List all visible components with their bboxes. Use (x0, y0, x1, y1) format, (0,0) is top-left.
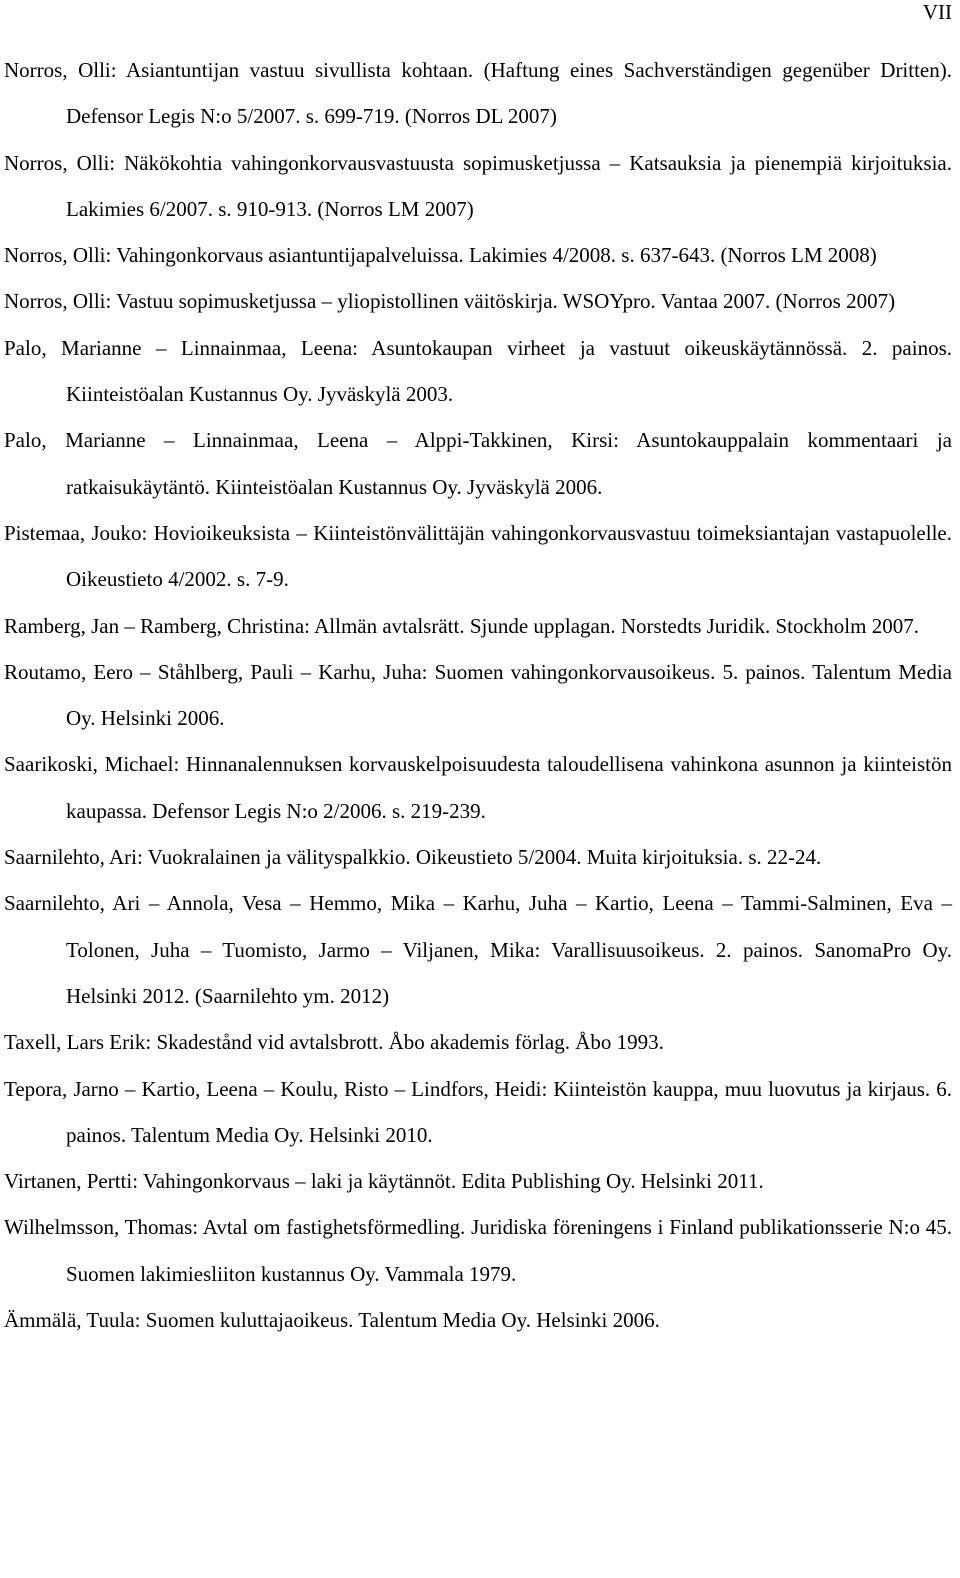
bibliography-list (4, 47, 952, 1343)
reference-entry: Virtanen, Pertti: Vahingonkorvaus – laki ja käytännöt. Edita Publishing Oy. Helsinki 2011. (4, 1169, 764, 1194)
reference-entry: Saarikoski, Michael: Hinnanalennuksen korvauskelpoisuudesta taloudellisena vahinkona asunnon ja kiinteistön kaupassa. Defensor Legis N:o 2/2006. s. 219-239. (4, 752, 952, 823)
reference-entry: Pistemaa, Jouko: Hovioikeuksista – Kiinteistönvälittäjän vahingonkorvausvastuu toimeksiantajan vastapuolelle. Oikeustieto 4/2002. s. 7-9. (4, 520, 952, 592)
reference-entry: Tepora, Jarno – Kartio, Leena – Koulu, Risto – Lindfors, Heidi: Kiinteistön kauppa, muu luovutus ja kirjaus. 6. painos. Talentum Media Oy. Helsinki 2010. (4, 1076, 952, 1147)
reference-entry: Norros, Olli: Asiantuntijan vastuu sivullista kohtaan. (Haftung eines Sachverständigen gegenüber Dritten). Defensor Legis N:o 5/2007. s. 699-719. (Norros DL 2007) (4, 58, 952, 129)
reference-entry: Saarnilehto, Ari – Annola, Vesa – Hemmo, Mika – Karhu, Juha – Kartio, Leena – Tammi-Salminen, Eva – Tolonen, Juha – Tuomisto, Jarmo – Viljanen, Mika: Varallisuusoikeus. 2. painos. SanomaPro Oy. Helsinki 2012. (Saarnilehto ym. 2012) (4, 891, 952, 1008)
reference-entry: Routamo, Eero – Ståhlberg, Pauli – Karhu, Juha: Suomen vahingonkorvausoikeus. 5. painos. Talentum Media Oy. Helsinki 2006. (4, 659, 952, 731)
reference-entry: Ramberg, Jan – Ramberg, Christina: Allmän avtalsrätt. Sjunde upplagan. Norstedts Juridik. Stockholm 2007. (4, 613, 919, 638)
reference-entry: Saarnilehto, Ari: Vuokralainen ja välityspalkkio. Oikeustieto 5/2004. Muita kirjoituksia. s. 22-24. (4, 845, 822, 870)
page-number: VII (922, 0, 952, 24)
reference-entry: Norros, Olli: Vahingonkorvaus asiantuntijapalveluissa. Lakimies 4/2008. s. 637-643. (Norros LM 2008) (4, 243, 877, 268)
reference-entry: Palo, Marianne – Linnainmaa, Leena – Alppi-Takkinen, Kirsi: Asuntokauppalain kommentaari ja ratkaisukäytäntö. Kiinteistöalan Kustannus Oy. Jyväskylä 2006. (4, 428, 952, 499)
reference-entry: Taxell, Lars Erik: Skadestånd vid avtalsbrott. Åbo akademis förlag. Åbo 1993. (4, 1030, 664, 1055)
reference-entry: Wilhelmsson, Thomas: Avtal om fastighetsförmedling. Juridiska föreningens i Finland publikationsserie N:o 45. Suomen lakimiesliiton kustannus Oy. Vammala 1979. (4, 1215, 952, 1286)
reference-entry: Ämmälä, Tuula: Suomen kuluttajaoikeus. Talentum Media Oy. Helsinki 2006. (4, 1308, 660, 1333)
reference-entry: Norros, Olli: Näkökohtia vahingonkorvausvastuusta sopimusketjussa – Katsauksia ja pienempiä kirjoituksia. Lakimies 6/2007. s. 910-913. (Norros LM 2007) (4, 150, 952, 221)
reference-entry: Palo, Marianne – Linnainmaa, Leena: Asuntokaupan virheet ja vastuut oikeuskäytännössä. 2. painos. Kiinteistöalan Kustannus Oy. Jyväskylä 2003. (4, 335, 952, 407)
reference-entry: Norros, Olli: Vastuu sopimusketjussa – yliopistollinen väitöskirja. WSOYpro. Vantaa 2007. (Norros 2007) (4, 289, 896, 314)
